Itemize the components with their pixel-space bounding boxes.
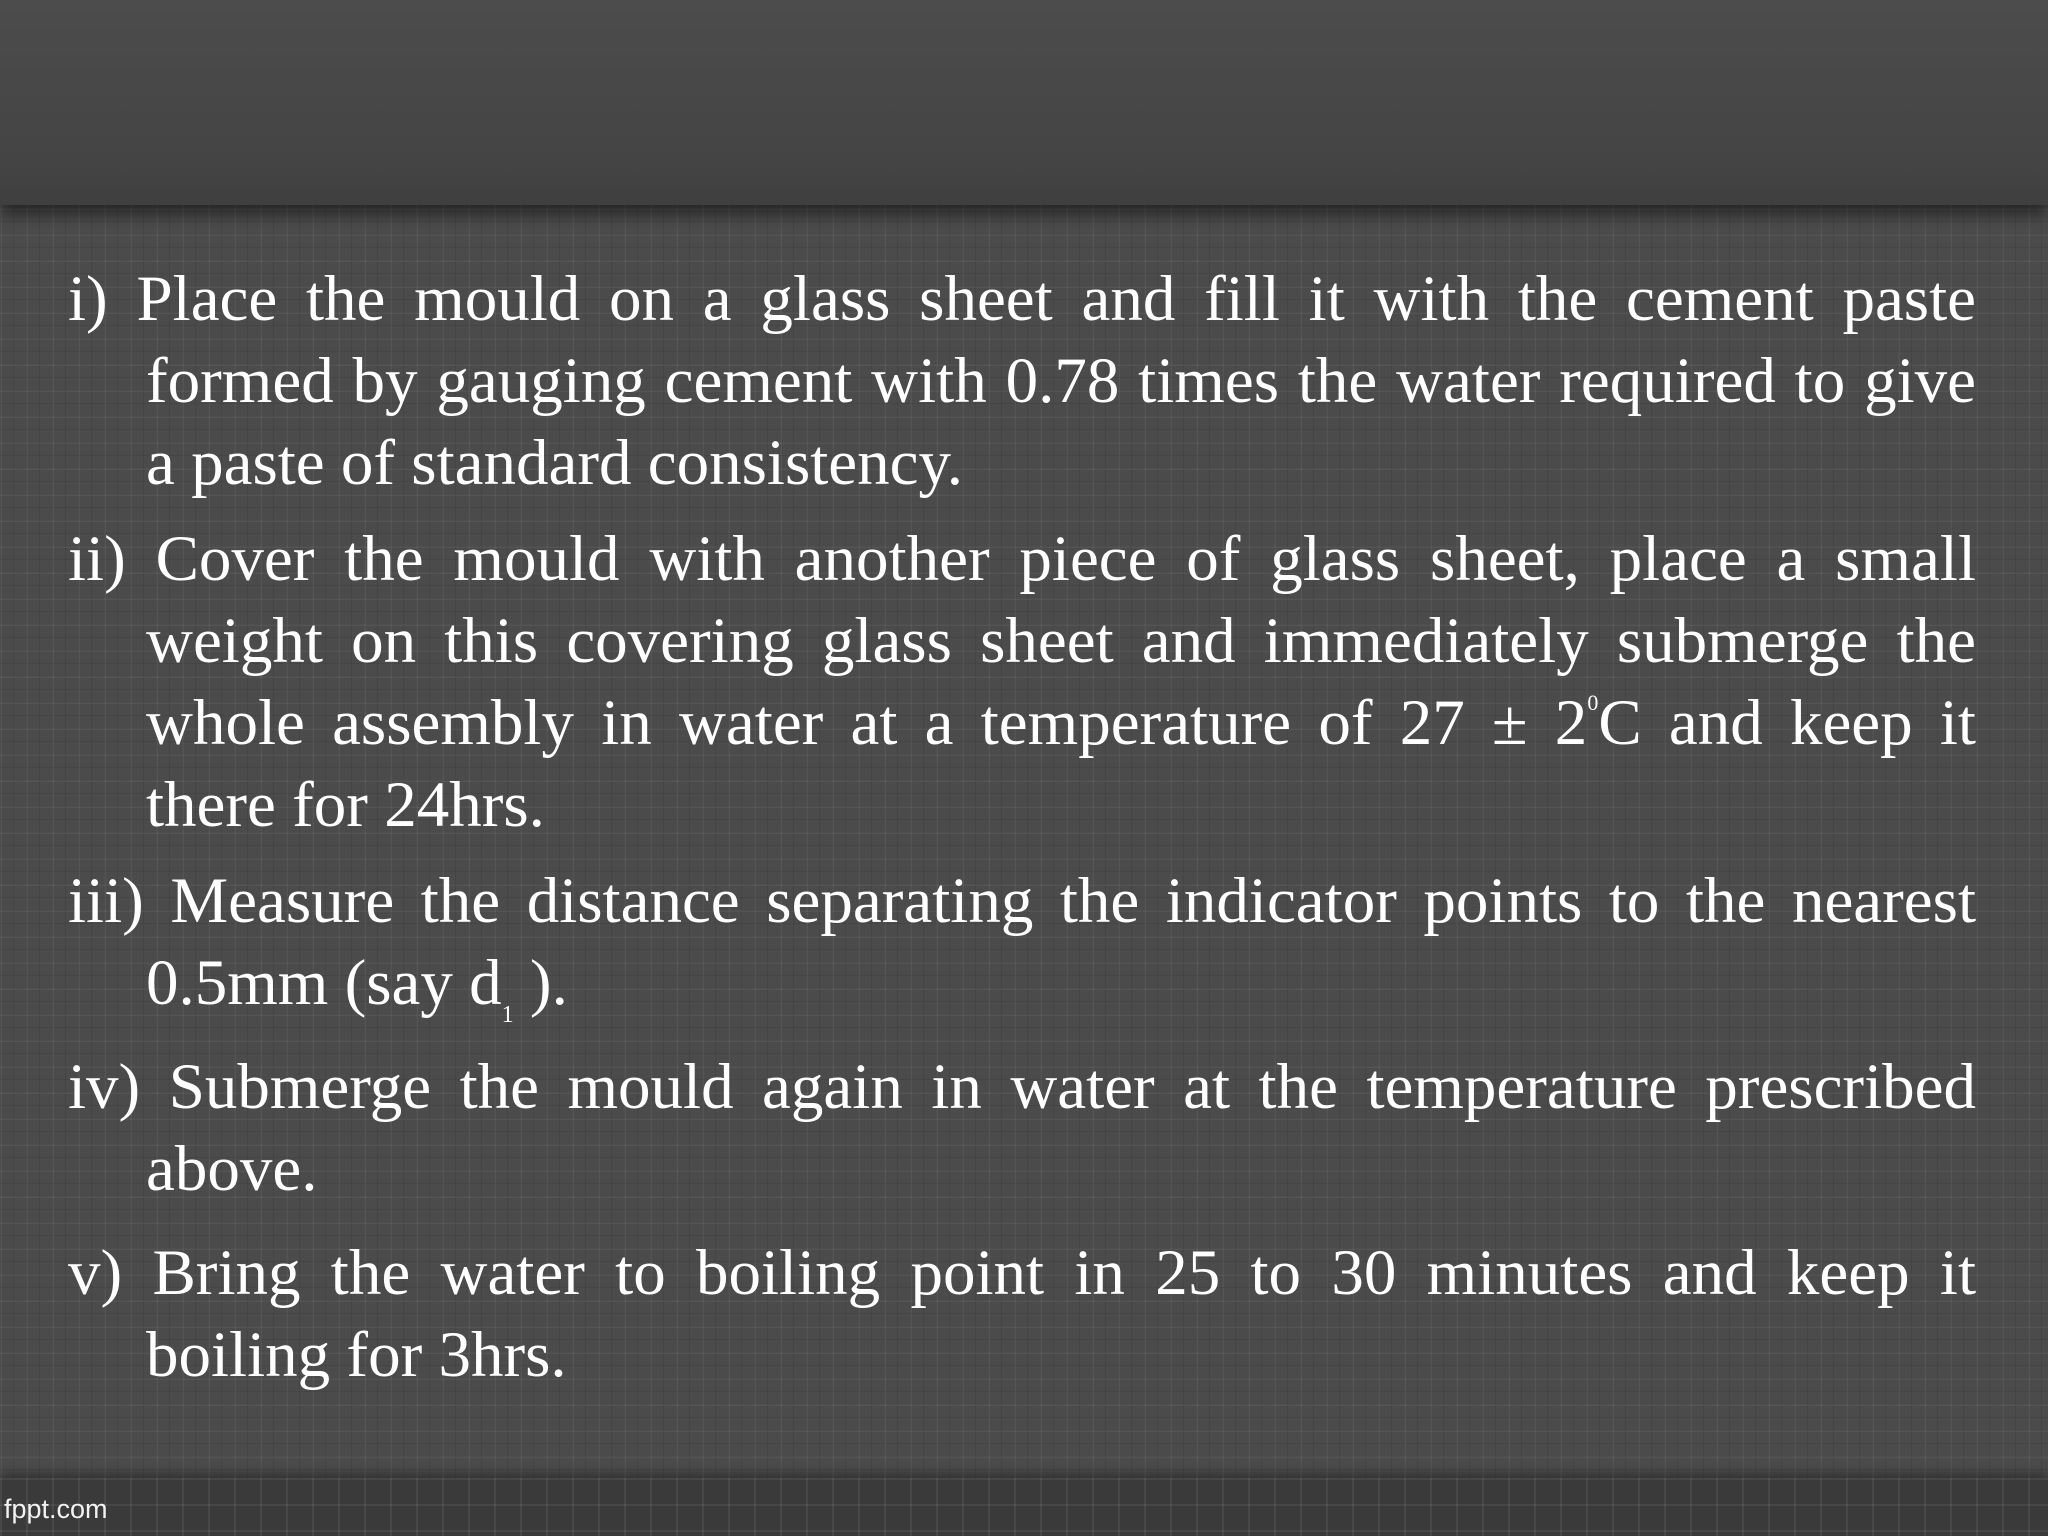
step-marker: ii) bbox=[68, 523, 126, 595]
step-5 bbox=[68, 1232, 1976, 1396]
step-1 bbox=[68, 258, 1976, 504]
step-text: Place the mould on a glass sheet and fill it with the cement paste formed by gauging cement with 0.78 times the water required to give a paste of standard consistency. bbox=[136, 263, 1976, 499]
step-marker: v) bbox=[68, 1237, 123, 1309]
step-text: Cover the mould with another piece of glass sheet, place a small weight on this covering glass sheet and immediately submerge the whole assembly in water at a temperature of 27 ± 2 bbox=[146, 523, 1976, 759]
steps-list bbox=[68, 258, 1976, 1410]
step-text: Measure the distance separating the indicator points to the nearest 0.5mm (say d bbox=[146, 865, 1977, 1019]
step-marker: iv) bbox=[68, 1051, 141, 1123]
step-text: Bring the water to boiling point in 25 to 30 minutes and keep it boiling for 3hrs. bbox=[146, 1237, 1977, 1391]
step-marker: i) bbox=[68, 263, 108, 335]
header-band bbox=[0, 0, 2048, 205]
step-marker: iii) bbox=[68, 865, 144, 937]
degree-superscript: 0 bbox=[1587, 690, 1599, 715]
step-3 bbox=[68, 860, 1977, 1028]
footer-band bbox=[0, 1478, 2048, 1536]
d-subscript: 1 bbox=[501, 1002, 514, 1028]
step-text-continued: C and keep it there for 24hrs. bbox=[146, 687, 1976, 841]
footer-brand: fppt.com bbox=[4, 1494, 108, 1524]
step-text: Submerge the mould again in water at the temperature prescribed above. bbox=[146, 1051, 1976, 1205]
step-text-continued: ). bbox=[513, 947, 568, 1019]
step-4 bbox=[68, 1046, 1976, 1210]
step-2 bbox=[68, 518, 1976, 846]
